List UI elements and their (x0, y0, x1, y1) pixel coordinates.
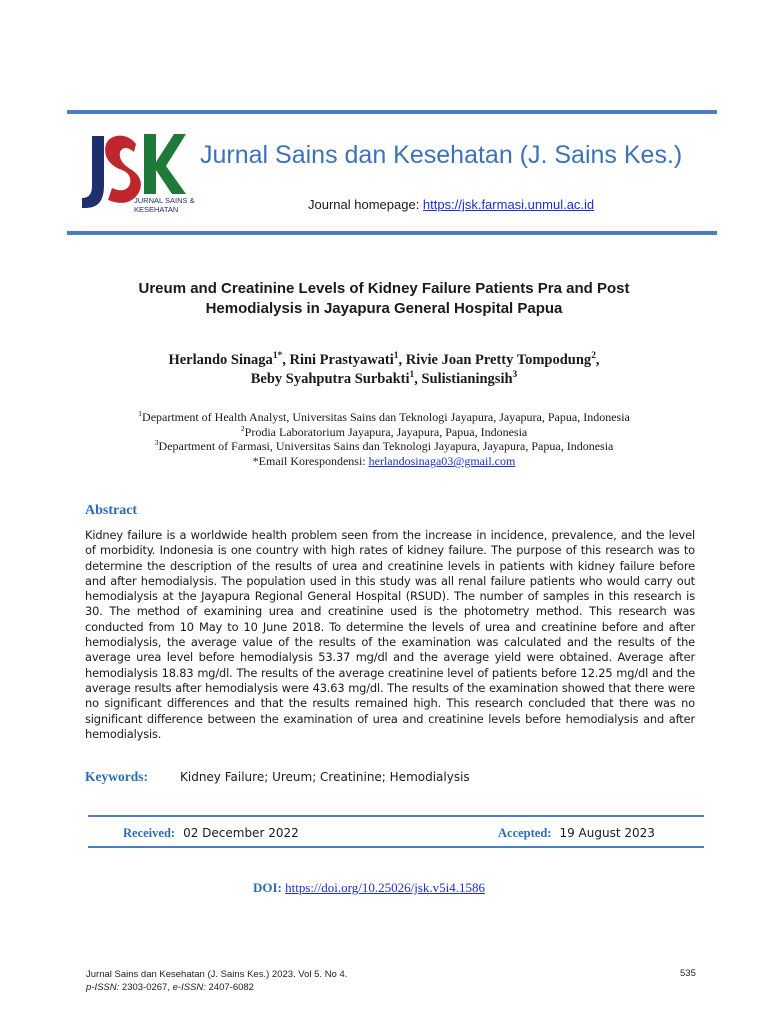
affiliation-text: Department of Farmasi, Universitas Sains dan Teknologi Jayapura, Jayapura, Papua, Indonesia (158, 439, 614, 454)
paper-title (84, 279, 684, 319)
keywords-label: Keywords: (85, 769, 148, 784)
page-number: 535 (680, 968, 696, 979)
author-name: Beby Syahputra Surbakti (250, 371, 410, 387)
homepage-link[interactable]: https://jsk.farmasi.unmul.ac.id (422, 197, 595, 212)
correspondence-email (84, 454, 684, 469)
author-separator: , (414, 371, 422, 387)
top-rule (67, 110, 717, 114)
journal-title: Jurnal Sains dan Kesehatan (J. Sains Kes.) (200, 141, 683, 169)
author-name: Sulistianingsih (421, 371, 513, 387)
author-line2 (84, 370, 684, 389)
abstract-text: Kidney failure is a worldwide health problem seen from the increase in incidence, prevalence, and the level of morbidity. Indonesia is one country with high rates of kidney failure. The purpose of this research was to determine the description of the results of urea and creatinine levels in patients with kidney failure before and after hemodialysis. The population used in this study was all renal failure patients who would carry out hemodialysis at the Jayapura Regional General Hospital (RSUD). The number of samples in this research is 30. The method of examining urea and creatinine used is the photometry method. This research was conducted from 10 May to 10 June 2018. To determine the levels of urea and creatinine before and after hemodialysis, the average value of the results of the examination was calculated and the results of the average urea level before hemodialysis 53.37 mg/dl and the average yield were obtained. Average after hemodialysis 18.83 mg/dl. The results of the average creatinine level of patients before 12.25 mg/dl and the average results after hemodialysis were 43.63 mg/dl. The results of the examination showed that there were no significant differences and that the results remained high. This research concluded that there was no significant difference between the examination of urea and creatinine levels before hemodialysis and after hemodialysis. (85, 528, 695, 741)
pissn-value: 2303-0267 (121, 982, 168, 993)
author-name: Rini Prastyawati (289, 352, 394, 368)
keywords-value: Kidney Failure; Ureum; Creatinine; Hemodialysis (180, 770, 470, 784)
paper-title-line2: Hemodialysis in Jayapura General Hospital Papua (205, 300, 563, 317)
affiliation-item (84, 425, 684, 440)
affiliation-text: Department of Health Analyst, Universitas Sains dan Teknologi Jayapura, Jayapura, Papua, Indonesia (142, 410, 630, 424)
affiliation-mark: 3 (154, 438, 159, 448)
author-separator: , (282, 352, 290, 368)
accepted-value: 19 August 2023 (559, 826, 655, 840)
accepted-date (498, 824, 655, 842)
affiliation-text: Prodia Laboratorium Jayapura, Jayapura, Papua, Indonesia (244, 424, 528, 439)
logo-caption-line1: JURNAL SAINS & (134, 196, 195, 205)
author-separator: , (595, 352, 600, 368)
affiliations (84, 410, 684, 469)
header-bottom-rule (67, 231, 717, 235)
paper-title-line1: Ureum and Creatinine Levels of Kidney Failure Patients Pra and Post (138, 280, 630, 297)
author-affiliation-mark: 1* (272, 351, 283, 362)
affiliation-mark: 1 (138, 409, 143, 418)
author-separator: , (398, 352, 406, 368)
email-label: *Email Korespondensi: (252, 454, 369, 469)
author-affiliation-mark: 3 (512, 370, 518, 381)
footer-issn: p-ISSN: 2303-0267, e-ISSN: 2407-6082 (86, 982, 254, 993)
doi (253, 880, 485, 896)
footer-citation (86, 968, 347, 994)
pissn-label: p-ISSN: (86, 982, 120, 993)
homepage-label: Journal homepage: (308, 197, 423, 212)
abstract-heading: Abstract (85, 503, 138, 518)
received-date (123, 824, 299, 842)
email-link[interactable]: herlandosinaga03@gmail.com (368, 454, 516, 469)
received-value: 02 December 2022 (183, 826, 299, 840)
eissn-label: e-ISSN: (172, 982, 206, 993)
author-name: Herlando Sinaga (168, 352, 273, 368)
author-list (84, 351, 684, 389)
journal-logo (78, 128, 195, 218)
author-line1 (84, 351, 684, 370)
logo-caption-line2: KESEHATAN (134, 205, 179, 214)
received-label: Received: (123, 826, 176, 840)
affiliation-mark: 2 (240, 423, 245, 433)
accepted-label: Accepted: (498, 826, 552, 840)
affiliation-item (84, 439, 684, 454)
dates-bottom-rule (88, 846, 704, 848)
eissn-value: 2407-6082 (208, 982, 254, 993)
journal-homepage (308, 197, 594, 212)
doi-link[interactable]: https://doi.org/10.25026/jsk.v5i4.1586 (285, 880, 485, 895)
author-affiliation-mark: 1 (393, 351, 399, 362)
dates-top-rule (88, 815, 704, 817)
author-affiliation-mark: 1 (409, 370, 415, 381)
footer-citation-text: Jurnal Sains dan Kesehatan (J. Sains Kes.) 2023. Vol 5. No 4. (86, 969, 348, 980)
author-name: Rivie Joan Pretty Tompodung (405, 352, 592, 368)
doi-label: DOI: (253, 880, 282, 895)
author-affiliation-mark: 2 (591, 351, 596, 362)
affiliation-item (84, 410, 684, 425)
